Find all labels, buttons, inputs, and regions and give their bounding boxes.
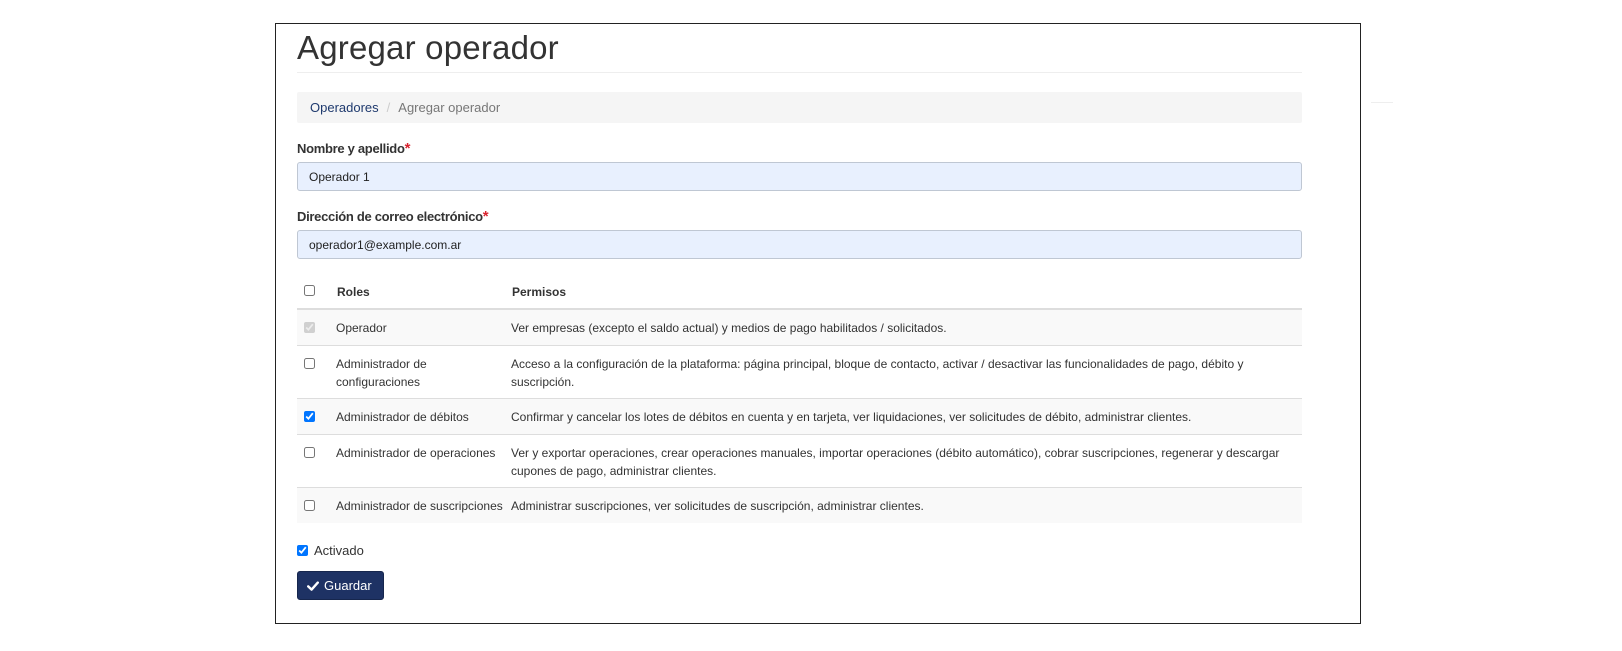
role-permissions: Ver y exportar operaciones, crear operaciones manuales, importar operaciones (débito automático), cobrar suscripciones, regenerar y descargar cupones de pago, administrar clientes. (511, 435, 1302, 488)
check-icon (307, 580, 319, 592)
role-permissions: Administrar suscripciones, ver solicitudes de suscripción, administrar clientes. (511, 488, 1302, 524)
name-label (297, 140, 1302, 158)
role-checkbox-suscripciones[interactable] (304, 500, 315, 511)
table-row (297, 309, 1302, 346)
activado-label: Activado (314, 542, 364, 558)
email-label-text: Dirección de correo electrónico (297, 209, 483, 224)
title-divider (297, 72, 1302, 73)
table-row (297, 346, 1302, 399)
required-mark: * (404, 140, 411, 157)
role-name: Operador (336, 309, 511, 346)
role-checkbox-operaciones[interactable] (304, 447, 315, 458)
name-label-text: Nombre y apellido (297, 141, 405, 156)
email-input[interactable] (297, 230, 1302, 259)
table-header-row (297, 276, 1302, 309)
breadcrumb-current: Agregar operador (398, 100, 501, 115)
header-permisos: Permisos (511, 276, 1302, 309)
role-permissions: Confirmar y cancelar los lotes de débitos en cuenta y en tarjeta, ver liquidaciones, ver solicitudes de débito, administrar clientes. (511, 399, 1302, 435)
select-all-checkbox[interactable] (304, 285, 315, 296)
role-name: Administrador de débitos (336, 399, 511, 435)
role-name: Administrador de operaciones (336, 435, 511, 488)
role-permissions: Acceso a la configuración de la plataforma: página principal, bloque de contacto, activar / desactivar las funcionalidades de pago, débito y suscripción. (511, 346, 1302, 399)
required-mark: * (482, 208, 489, 225)
decorative-divider (1371, 102, 1393, 103)
breadcrumb-separator: / (386, 100, 391, 115)
role-checkbox-configuraciones[interactable] (304, 358, 315, 369)
header-check-cell (297, 276, 336, 309)
header-roles: Roles (336, 276, 511, 309)
roles-table (297, 276, 1302, 523)
breadcrumb (297, 92, 1302, 123)
email-label (297, 208, 1302, 226)
activado-checkbox[interactable] (297, 545, 308, 556)
breadcrumb-link-operadores[interactable]: Operadores (310, 100, 379, 115)
table-row (297, 488, 1302, 524)
role-checkbox-operador[interactable] (304, 322, 315, 333)
form-container (297, 24, 1302, 600)
name-input[interactable] (297, 162, 1302, 191)
save-button[interactable] (297, 571, 384, 600)
save-button-label: Guardar (324, 578, 372, 593)
page-title: Agregar operador (297, 29, 559, 66)
activado-field (297, 541, 1302, 559)
table-row (297, 399, 1302, 435)
content-frame (275, 23, 1361, 624)
table-row (297, 435, 1302, 488)
role-name: Administrador de configuraciones (336, 346, 511, 399)
role-permissions: Ver empresas (excepto el saldo actual) y medios de pago habilitados / solicitados. (511, 309, 1302, 346)
role-checkbox-debitos[interactable] (304, 411, 315, 422)
role-name: Administrador de suscripciones (336, 488, 511, 524)
